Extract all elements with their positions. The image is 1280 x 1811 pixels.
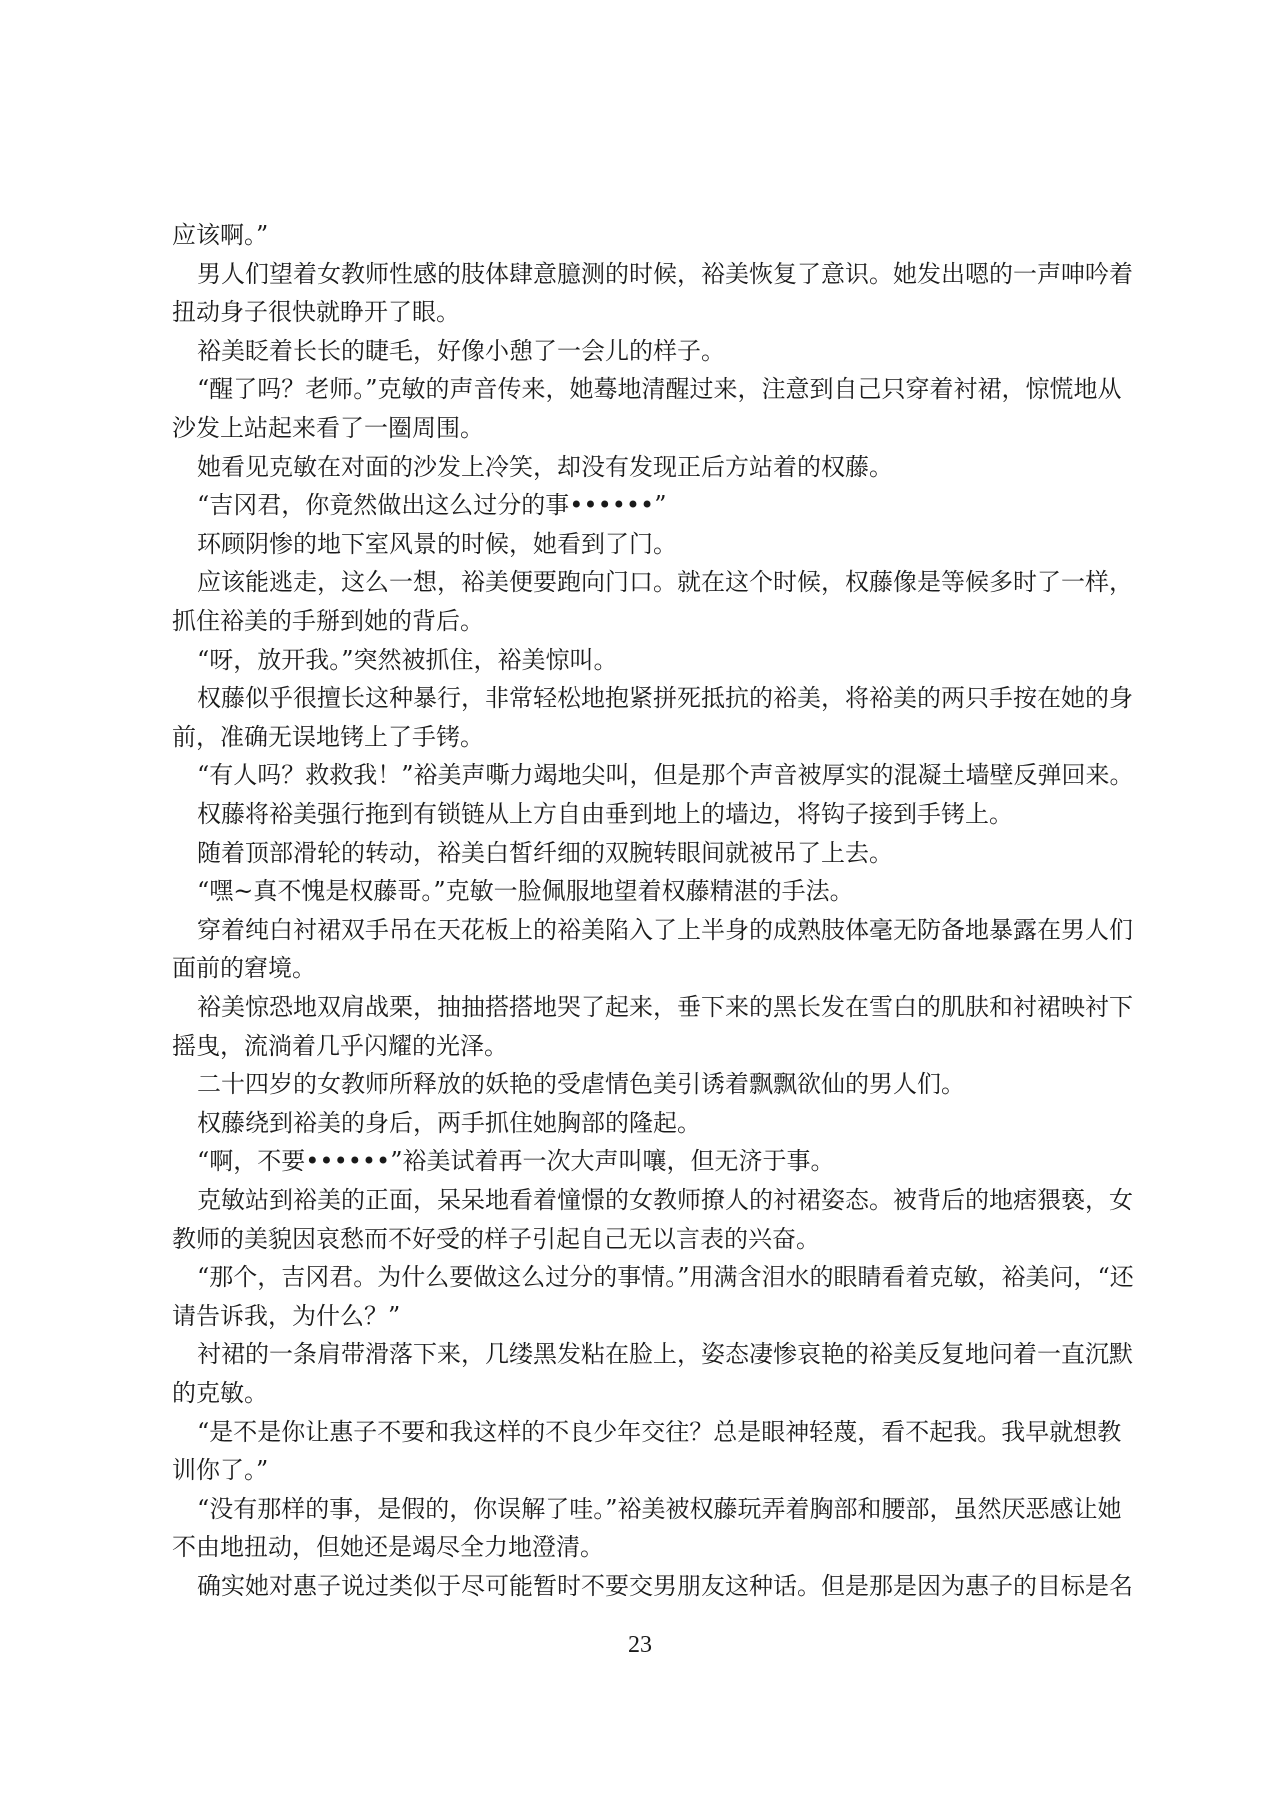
text-line: “没有那样的事，是假的，你误解了哇。”裕美被权藤玩弄着胸部和腰部，虽然厌恶感让她 [197,1494,1122,1523]
text-line: “啊，不要••••••”裕美试着再一次大声叫嚷，但无济于事。 [197,1147,835,1176]
text-line: “吉冈君，你竟然做出这么过分的事••••••” [197,491,667,520]
text-line: 男人们望着女教师性感的肢体肆意臆测的时候，裕美恢复了意识。她发出嗯的一声呻吟着 [197,259,1133,288]
text-line: “呀，放开我。”突然被抓住，裕美惊叫。 [197,645,618,674]
text-line: 确实她对惠子说过类似于尽可能暂时不要交男朋友这种话。但是那是因为惠子的目标是名 [197,1572,1133,1600]
text-line: 沙发上站起来看了一圈周围。 [172,414,484,442]
text-line: 应该啊。” [172,221,269,249]
text-line: 权藤将裕美强行拖到有锁链从上方自由垂到地上的墙边，将钩子接到手铐上。 [197,800,1013,828]
text-line: 请告诉我，为什么？” [172,1301,401,1330]
text-line: 裕美眨着长长的睫毛，好像小憩了一会儿的样子。 [197,336,725,365]
text-line: “嘿~真不愧是权藤哥。”克敏一脸佩服地望着权藤精湛的手法。 [197,877,854,906]
text-line: 她看见克敏在对面的沙发上冷笑，却没有发现正后方站着的权藤。 [197,452,893,481]
text-line: 裕美惊恐地双肩战栗，抽抽搭搭地哭了起来，垂下来的黑长发在雪白的肌肤和衬裙映衬下 [197,993,1133,1021]
text-line: “醒了吗？老师。”克敏的声音传来，她蓦地清醒过来，注意到自己只穿着衬裙，惊慌地从 [197,375,1122,404]
text-line: “那个，吉冈君。为什么要做这么过分的事情。”用满含泪水的眼睛看着克敏，裕美问，“还 [197,1263,1134,1292]
text-line: 面前的窘境。 [172,954,316,983]
text-line: 的克敏。 [172,1379,268,1407]
text-line: 扭动身子很快就睁开了眼。 [172,298,460,327]
text-line: 穿着纯白衬裙双手吊在天花板上的裕美陷入了上半身的成熟肢体毫无防备地暴露在男人们 [197,915,1133,944]
text-line: 教师的美貌因哀愁而不好受的样子引起自己无以言表的兴奋。 [172,1224,820,1253]
text-line: “是不是你让惠子不要和我这样的不良少年交往？总是眼神轻蔑，看不起我。我早就想教 [197,1417,1122,1446]
text-line: 不由地扭动，但她还是竭尽全力地澄清。 [172,1533,604,1562]
text-line: 摇曳，流淌着几乎闪耀的光泽。 [172,1031,508,1060]
text-line: 应该能逃走，这么一想，裕美便要跑向门口。就在这个时候，权藤像是等候多时了一样， [197,568,1133,597]
text-line: 克敏站到裕美的正面，呆呆地看着憧憬的女教师撩人的衬裙姿态。被背后的地痞猥亵，女 [197,1186,1133,1214]
text-line: 随着顶部滑轮的转动，裕美白皙纤细的双腕转眼间就被吊了上去。 [197,838,893,867]
page-number: 23 [628,1632,652,1658]
text-line: 衬裙的一条肩带滑落下来，几缕黑发粘在脸上，姿态凄惨哀艳的裕美反复地问着一直沉默 [197,1340,1133,1369]
text-line: 抓住裕美的手掰到她的背后。 [172,607,484,635]
text-line: 二十四岁的女教师所释放的妖艳的受虐情色美引诱着飘飘欲仙的男人们。 [197,1070,965,1099]
text-line: 训你了。” [172,1456,269,1485]
text-line: 权藤似乎很擅长这种暴行，非常轻松地抱紧拼死抵抗的裕美，将裕美的两只手按在她的身 [197,684,1133,713]
text-line: 权藤绕到裕美的身后，两手抓住她胸部的隆起。 [197,1108,701,1137]
text-line: 前，准确无误地铐上了手铐。 [172,722,484,751]
text-line: “有人吗？救救我！”裕美声嘶力竭地尖叫，但是那个声音被厚实的混凝土墙壁反弹回来。 [197,761,1134,790]
text-line: 环顾阴惨的地下室风景的时候，她看到了门。 [197,529,677,558]
